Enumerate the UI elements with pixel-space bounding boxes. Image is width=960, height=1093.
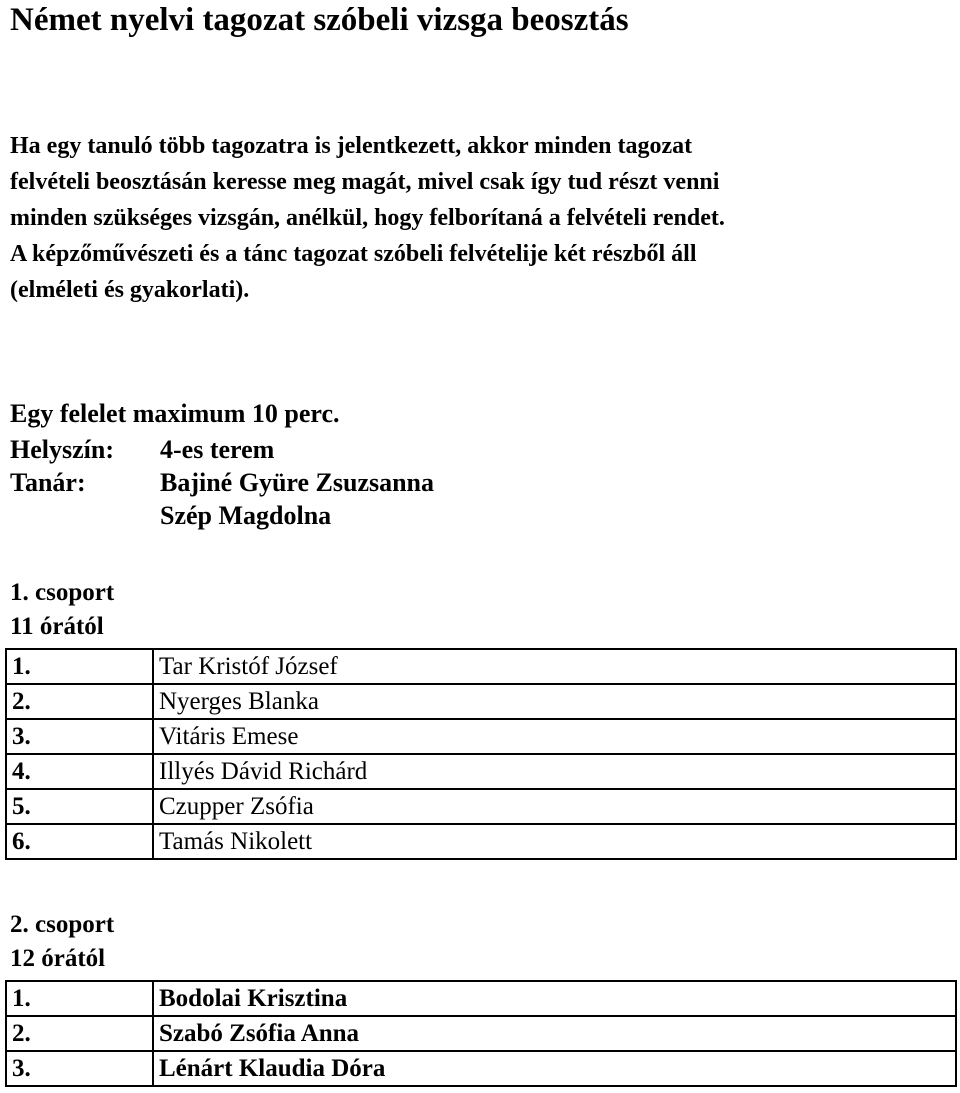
table-row	[6, 719, 956, 754]
teacher-row	[10, 499, 434, 532]
student-name: Nyerges Blanka	[153, 684, 956, 719]
group-1-student-table	[5, 648, 957, 860]
teacher-name: Bajiné Gyüre Zsuzsanna	[160, 468, 435, 497]
location-label: Helyszín:	[10, 435, 114, 464]
duration-note	[10, 395, 434, 433]
intro-line: felvételi beosztásán keresse meg magát, mivel csak így tud részt venni	[10, 169, 720, 195]
table-row	[6, 981, 956, 1016]
table-row	[6, 1051, 956, 1086]
student-name: Szabó Zsófia Anna	[153, 1016, 956, 1051]
group-2-student-table	[5, 980, 957, 1087]
teacher-name: Szép Magdolna	[160, 501, 332, 530]
student-number: 1.	[6, 981, 153, 1016]
student-name: Vitáris Emese	[153, 719, 956, 754]
group-name: 2. csoport	[10, 911, 115, 938]
group-1-header	[10, 576, 114, 644]
student-name: Illyés Dávid Richárd	[153, 754, 956, 789]
student-number: 2.	[6, 1016, 153, 1051]
table-row	[6, 789, 956, 824]
group-time: 11 órától	[10, 613, 104, 640]
group-2-header	[10, 908, 114, 976]
student-number: 5.	[6, 789, 153, 824]
intro-line: A képzőművészeti és a tánc tagozat szóbeli felvételije két részből áll	[10, 241, 697, 267]
group-name: 1. csoport	[10, 579, 115, 606]
table-row	[6, 684, 956, 719]
group-time: 12 órától	[10, 945, 106, 972]
intro-line: minden szükséges vizsgán, anélkül, hogy felborítaná a felvételi rendet.	[10, 205, 725, 231]
student-number: 1.	[6, 649, 153, 684]
duration-text: Egy felelet maximum 10 perc.	[10, 399, 340, 428]
table-row	[6, 754, 956, 789]
table-row	[6, 824, 956, 859]
table-row	[6, 1016, 956, 1051]
location-value: 4-es terem	[160, 435, 275, 464]
student-number: 4.	[6, 754, 153, 789]
teacher-label: Tanár:	[10, 468, 86, 497]
student-name: Lénárt Klaudia Dóra	[153, 1051, 956, 1086]
exam-info	[10, 395, 434, 532]
student-name: Bodolai Krisztina	[153, 981, 956, 1016]
student-number: 2.	[6, 684, 153, 719]
location-row	[10, 433, 434, 466]
teacher-row	[10, 466, 434, 499]
intro-paragraph	[10, 128, 940, 308]
student-number: 3.	[6, 1051, 153, 1086]
page-title: Német nyelvi tagozat szóbeli vizsga beosztás	[10, 2, 629, 38]
student-number: 6.	[6, 824, 153, 859]
student-name: Tar Kristóf József	[153, 649, 956, 684]
student-name: Czupper Zsófia	[153, 789, 956, 824]
intro-line: (elméleti és gyakorlati).	[10, 277, 250, 303]
student-name: Tamás Nikolett	[153, 824, 956, 859]
table-row	[6, 649, 956, 684]
intro-line: Ha egy tanuló több tagozatra is jelentkezett, akkor minden tagozat	[10, 133, 693, 159]
student-number: 3.	[6, 719, 153, 754]
